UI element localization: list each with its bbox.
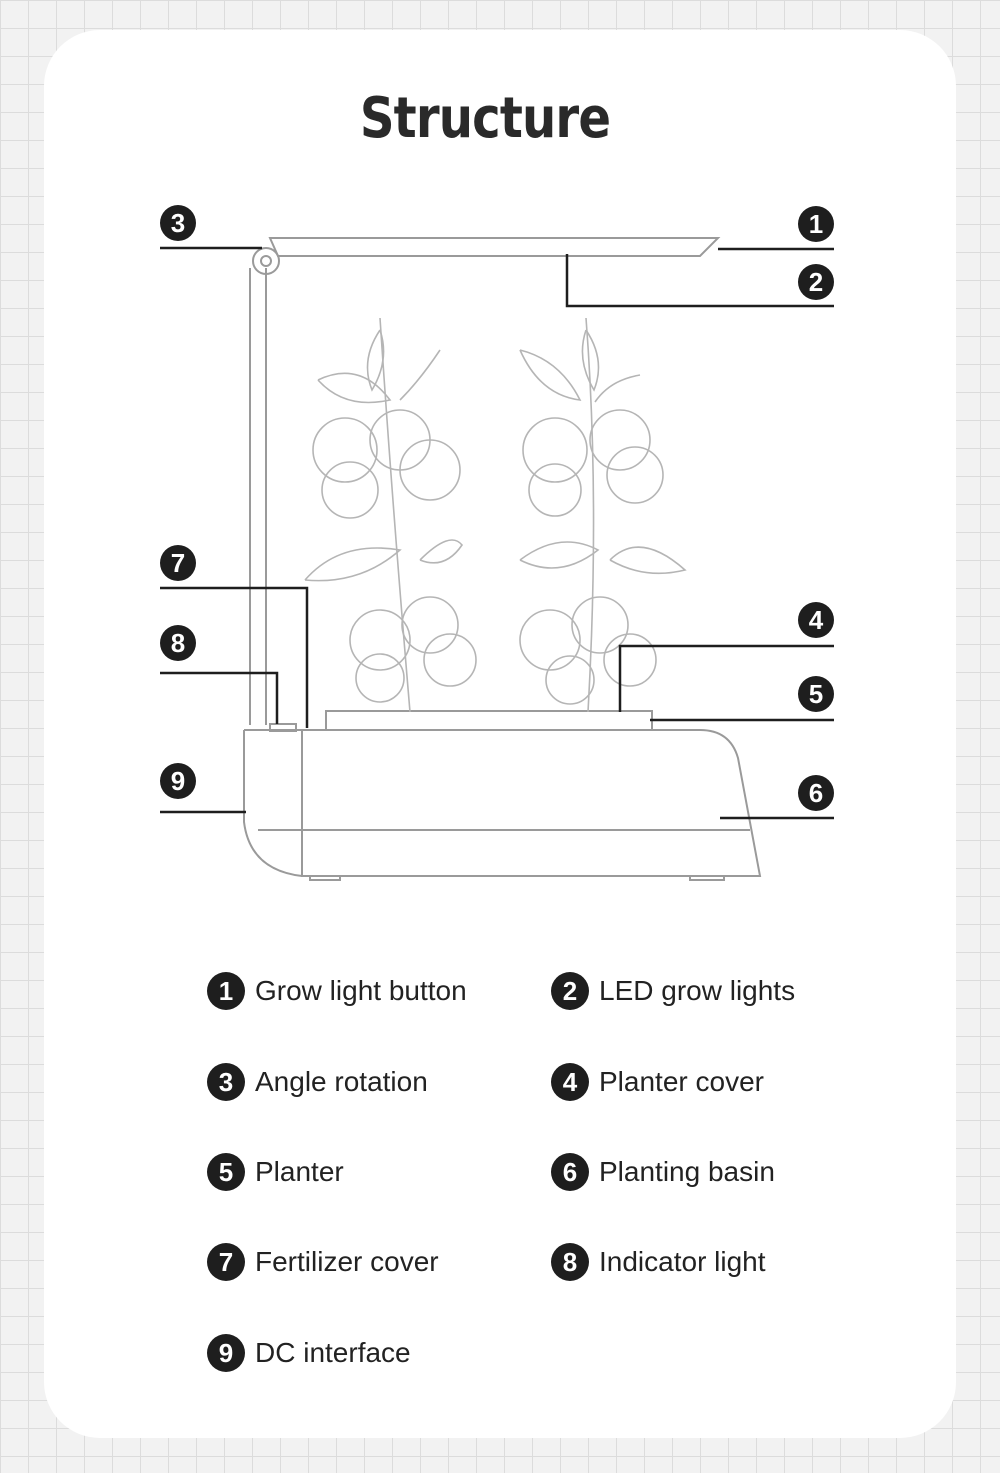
page-title: Structure [359,86,611,151]
planting-basin-shape [244,730,760,876]
callout-badge-9 [160,763,196,799]
legend-number: 6 [551,1153,589,1191]
legend-number: 2 [551,972,589,1010]
legend-number: 7 [207,1243,245,1281]
legend-label: Planter [255,1156,344,1187]
callout-badge-8 [160,625,196,661]
svg-text:2: 2 [808,267,824,297]
svg-text:3: 3 [170,208,186,238]
legend-number: 1 [207,972,245,1010]
callout-badge-4 [798,602,834,638]
leader-2 [567,254,834,306]
svg-text:5: 5 [808,679,824,709]
legend-number: 9 [207,1334,245,1372]
legend-label: Indicator light [599,1246,766,1277]
legend-label: Grow light button [255,975,467,1006]
legend-number: 8 [551,1243,589,1281]
legend-label: Fertilizer cover [255,1246,439,1277]
planter-cover-shape [326,711,652,730]
callout-badge-5 [798,676,834,712]
legend-label: Planting basin [599,1156,775,1187]
legend-label: LED grow lights [599,975,796,1006]
svg-text:7: 7 [170,548,186,578]
legend-number: 5 [207,1153,245,1191]
legend-label: Planter cover [599,1066,764,1097]
legend-label: DC interface [255,1337,411,1368]
svg-text:4: 4 [808,605,824,635]
callout-badge-3 [160,205,196,241]
legend-label: Angle rotation [255,1066,428,1097]
plant-illustration [305,318,685,712]
legend-number: 3 [207,1063,245,1101]
callout-badge-6 [798,775,834,811]
svg-text:8: 8 [170,628,186,658]
svg-text:1: 1 [808,209,824,239]
svg-text:9: 9 [170,766,186,796]
callout-badge-7 [160,545,196,581]
leader-8 [160,673,277,724]
callout-badge-2 [798,264,834,300]
lamp-pole [250,268,266,725]
lamp-arm [270,238,718,256]
legend-number: 4 [551,1063,589,1101]
svg-text:6: 6 [808,778,824,808]
callout-badge-1 [798,206,834,242]
